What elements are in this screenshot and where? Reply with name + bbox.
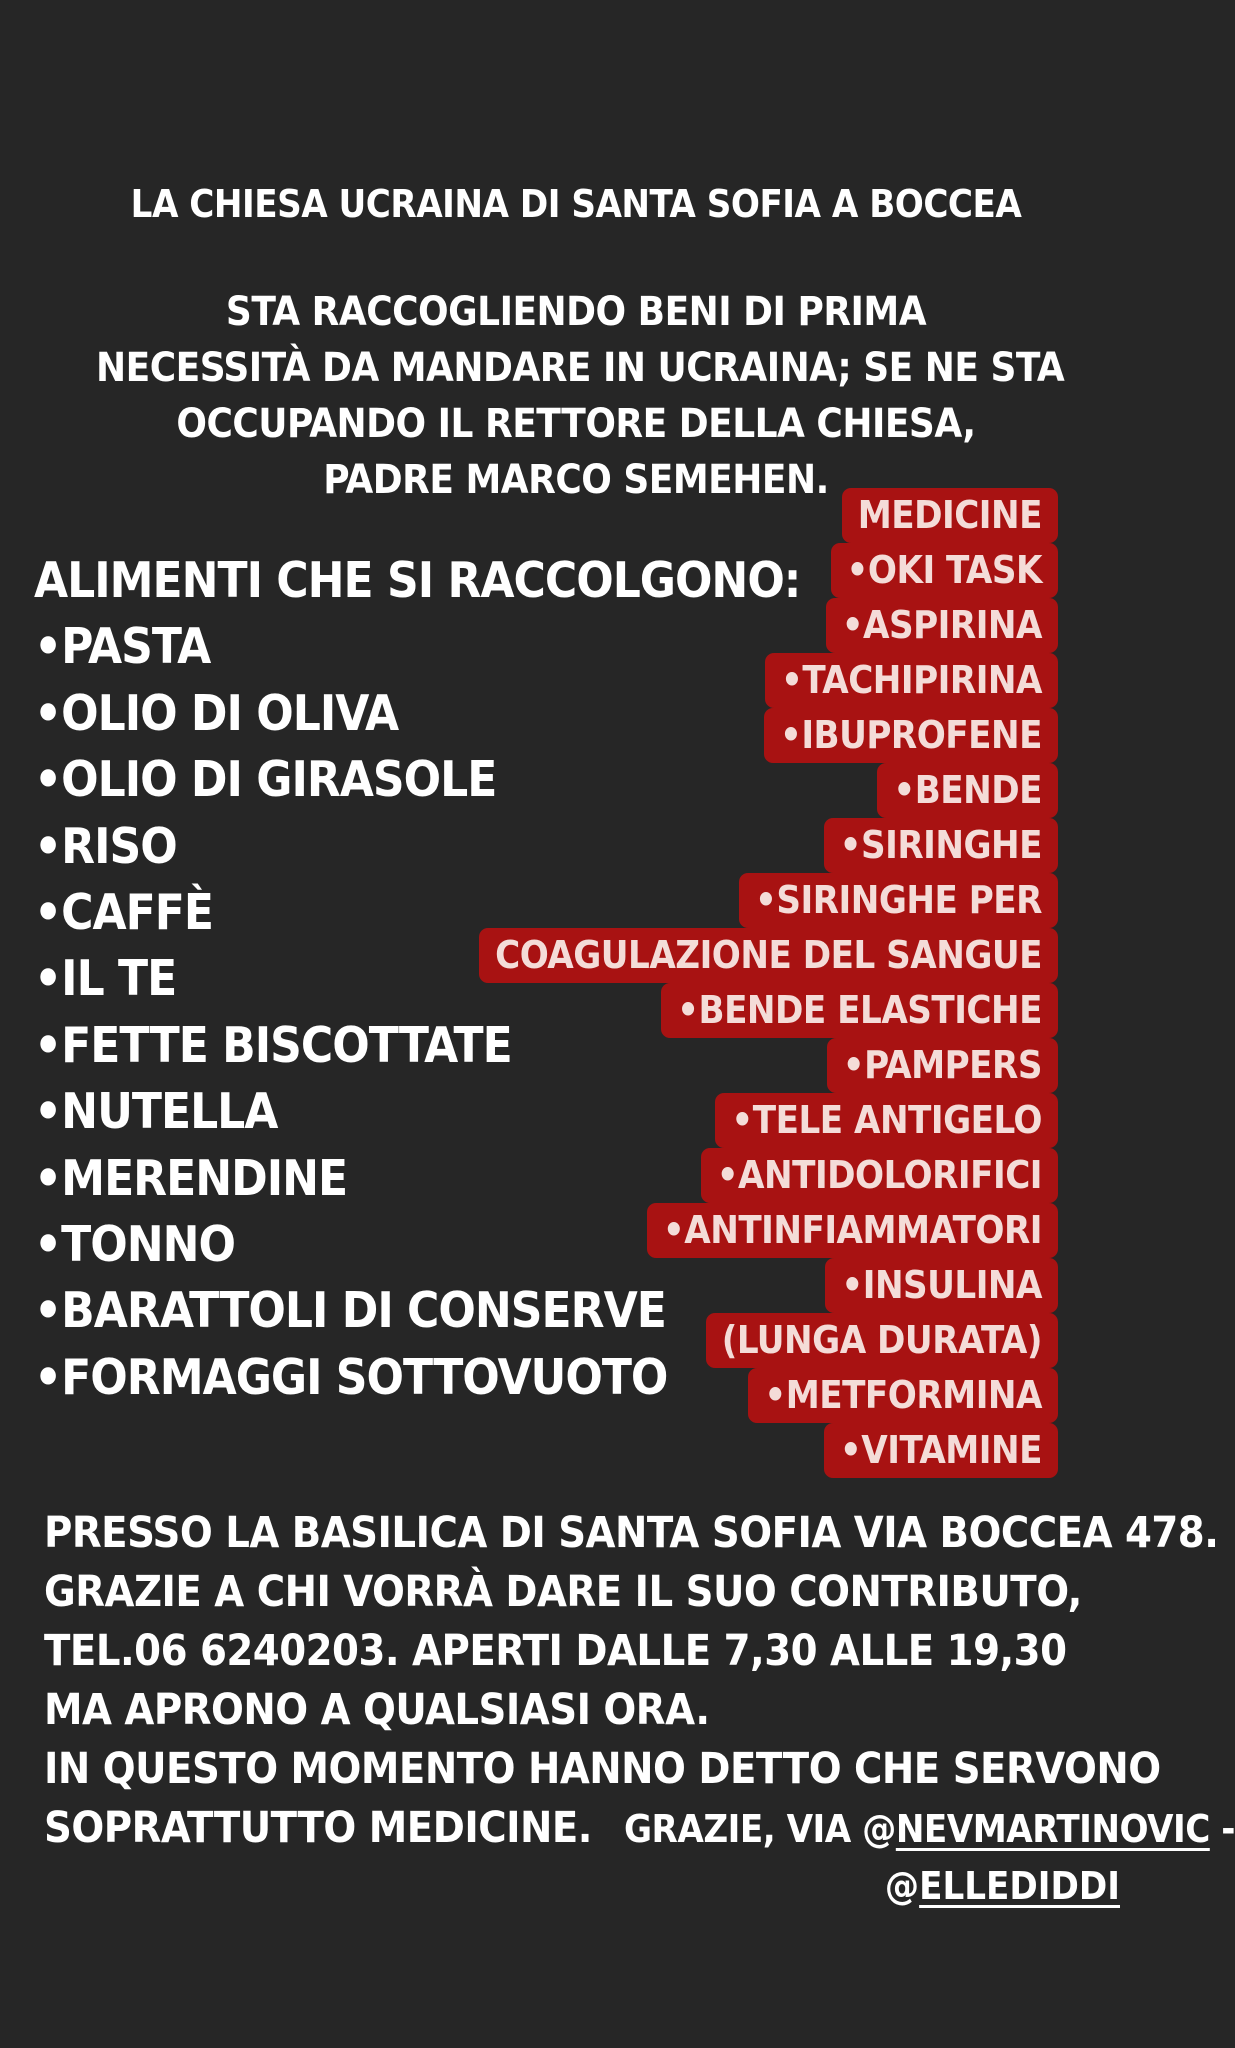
intro-line: OCCUPANDO IL RETTORE DELLA CHIESA, — [176, 401, 976, 447]
food-item: •RISO — [34, 817, 177, 875]
medicine-item: •SIRINGHE — [824, 818, 1058, 873]
food-item: •FORMAGGI SOTTOVUOTO — [34, 1348, 668, 1406]
medicine-item: •SIRINGHE PER — [739, 873, 1058, 928]
food-item: •CAFFÈ — [34, 884, 214, 942]
medicine-row — [458, 1258, 1058, 1313]
medicine-row — [458, 1148, 1058, 1203]
footer-line: GRAZIE A CHI VORRÀ DARE IL SUO CONTRIBUTO, — [44, 1567, 1082, 1617]
medicine-row — [458, 928, 1058, 983]
food-item: •BARATTOLI DI CONSERVE — [34, 1282, 666, 1340]
medicine-row — [458, 1313, 1058, 1368]
food-item: •MERENDINE — [34, 1149, 348, 1207]
intro-line: PADRE MARCO SEMEHEN. — [323, 457, 829, 503]
credit-prefix: GRAZIE, VIA @ — [624, 1807, 896, 1851]
credit-second-line — [885, 1858, 1120, 1914]
header-title: LA CHIESA UCRAINA DI SANTA SOFIA A BOCCEA — [130, 182, 1022, 226]
footer-line: IN QUESTO MOMENTO HANNO DETTO CHE SERVONO — [44, 1744, 1161, 1794]
footer-text — [44, 1504, 1235, 1859]
footer-line: SOPRATTUTTO MEDICINE. — [44, 1803, 592, 1853]
medicine-list — [458, 488, 1058, 1478]
medicine-item: •OKI TASK — [831, 543, 1058, 598]
footer-last-line — [44, 1799, 1235, 1859]
medicine-row — [458, 763, 1058, 818]
medicine-row — [458, 983, 1058, 1038]
medicine-row — [458, 1423, 1058, 1478]
medicine-row — [458, 708, 1058, 763]
medicine-item: •ASPIRINA — [826, 598, 1058, 653]
credit-separator: - — [1209, 1807, 1235, 1851]
food-item: •OLIO DI GIRASOLE — [34, 751, 497, 809]
food-item: •IL TE — [34, 950, 177, 1008]
medicine-item: •ANTIDOLORIFICI — [701, 1148, 1058, 1203]
medicine-row — [458, 653, 1058, 708]
mention-prefix: @ — [884, 1864, 920, 1908]
medicine-row — [458, 1038, 1058, 1093]
medicine-row — [458, 1203, 1058, 1258]
footer-line: PRESSO LA BASILICA DI SANTA SOFIA VIA BOCCEA 478. — [44, 1508, 1219, 1558]
intro-line: NECESSITÀ DA MANDARE IN UCRAINA; SE NE STA — [96, 345, 1065, 391]
mention-link[interactable]: ELLEDIDDI — [919, 1864, 1120, 1908]
medicine-row — [458, 598, 1058, 653]
medicine-item: •BENDE ELASTICHE — [661, 983, 1058, 1038]
footer-line: MA APRONO A QUALSIASI ORA. — [44, 1685, 710, 1735]
mention-link[interactable]: NEVMARTINOVIC — [895, 1807, 1210, 1851]
footer-line: TEL.06 6240203. APERTI DALLE 7,30 ALLE 19,30 — [44, 1626, 1067, 1676]
medicine-row — [458, 1368, 1058, 1423]
medicine-item: •TELE ANTIGELO — [715, 1093, 1058, 1148]
medicine-row — [458, 543, 1058, 598]
medicine-row — [458, 1093, 1058, 1148]
medicine-item: •PAMPERS — [827, 1038, 1058, 1093]
medicine-heading: MEDICINE — [842, 488, 1058, 543]
medicine-row — [458, 488, 1058, 543]
medicine-row — [458, 873, 1058, 928]
intro-line: STA RACCOGLIENDO BENI DI PRIMA — [225, 289, 927, 335]
medicine-item: •BENDE — [877, 763, 1058, 818]
medicine-item: •IBUPROFENE — [764, 708, 1058, 763]
medicine-item: COAGULAZIONE DEL SANGUE — [479, 928, 1058, 983]
food-item: •NUTELLA — [34, 1083, 278, 1141]
medicine-item: •INSULINA — [825, 1258, 1058, 1313]
credit — [624, 1807, 1235, 1851]
food-heading: ALIMENTI CHE SI RACCOLGONO: — [34, 552, 801, 609]
medicine-item: •TACHIPIRINA — [765, 653, 1058, 708]
medicine-item: (LUNGA DURATA) — [706, 1313, 1058, 1368]
intro-text — [96, 284, 1065, 508]
food-item: •OLIO DI OLIVA — [34, 684, 399, 742]
food-item: •FETTE BISCOTTATE — [34, 1016, 512, 1074]
medicine-item: •VITAMINE — [824, 1423, 1058, 1478]
food-item: •TONNO — [34, 1216, 235, 1274]
medicine-item: •ANTINFIAMMATORI — [647, 1203, 1058, 1258]
food-item: •PASTA — [34, 618, 211, 676]
medicine-row — [458, 818, 1058, 873]
medicine-item: •METFORMINA — [748, 1368, 1058, 1423]
